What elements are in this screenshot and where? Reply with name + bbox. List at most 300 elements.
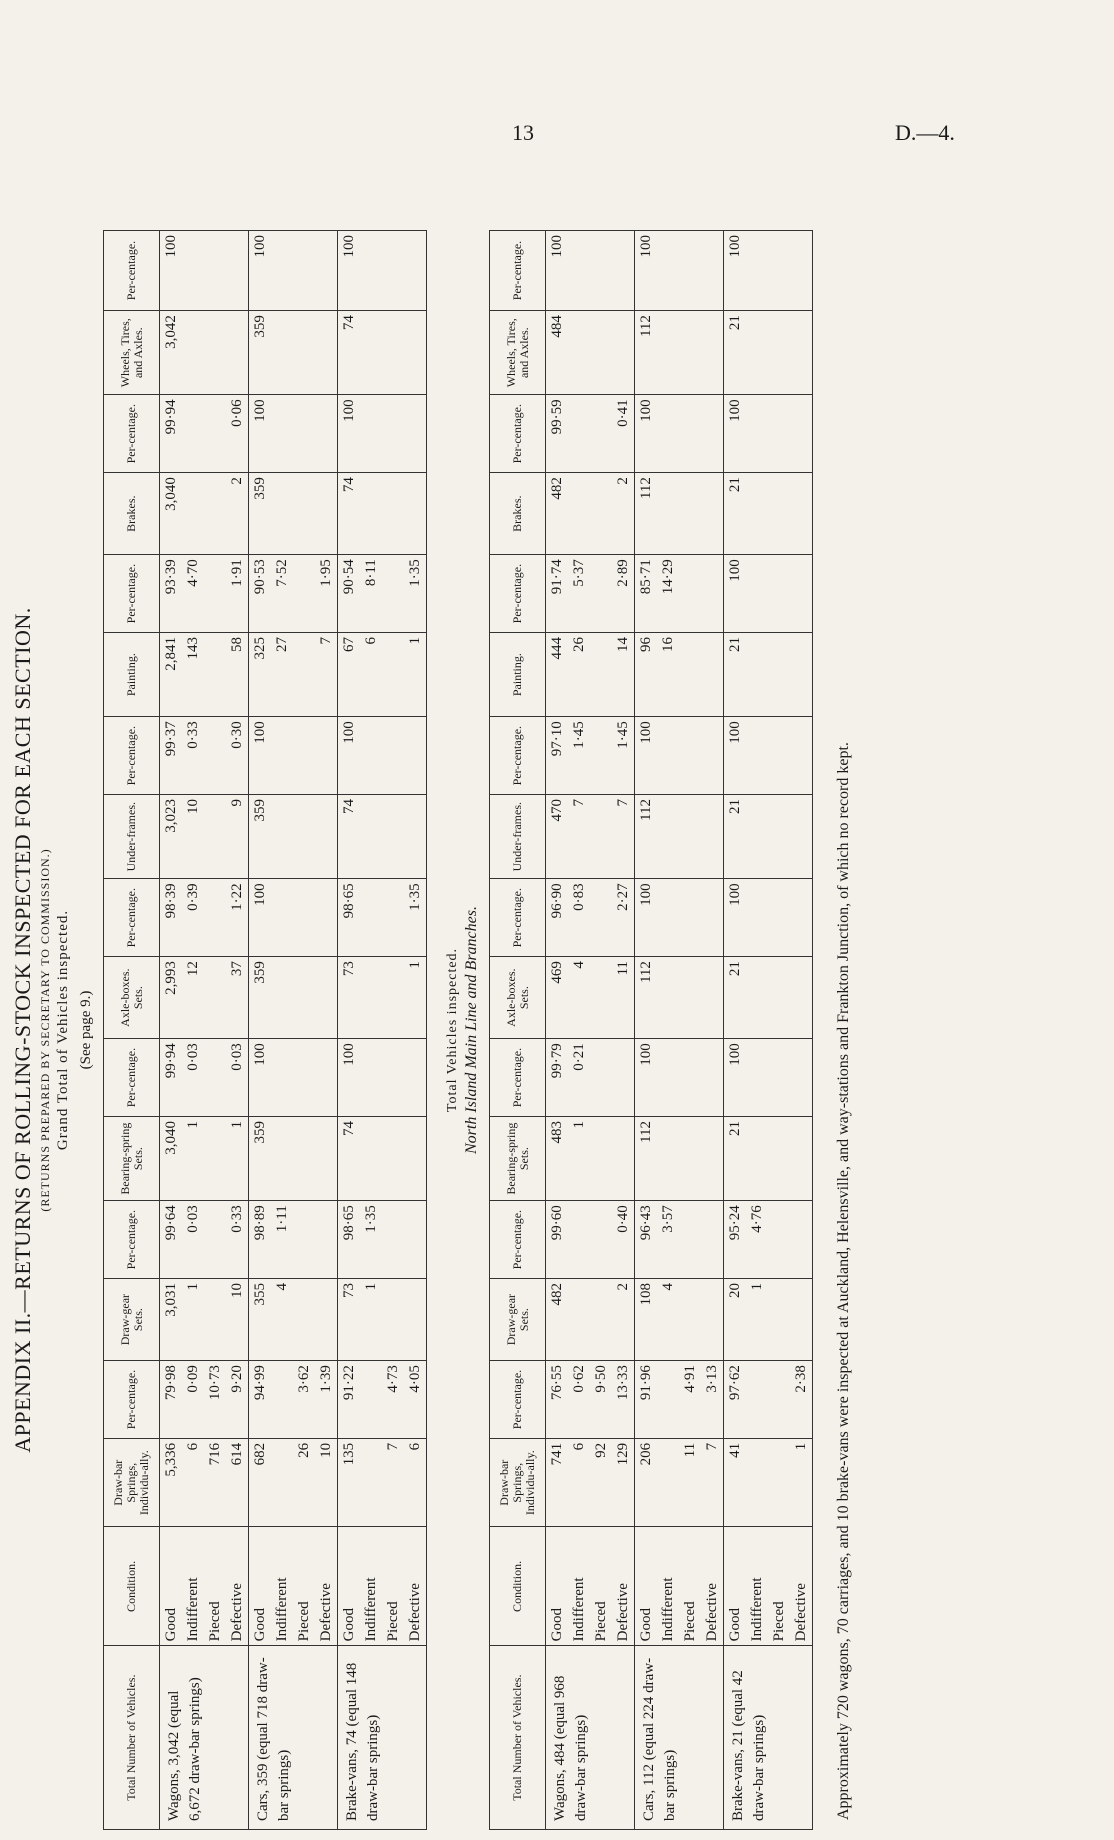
headings <box>10 220 95 1840</box>
value-cell <box>315 879 338 957</box>
column-header: Per-centage. <box>104 555 160 633</box>
value-cell <box>204 957 226 1039</box>
value-cell <box>182 311 204 395</box>
value-cell: 1 <box>360 1279 382 1361</box>
value-cell <box>701 473 724 555</box>
value-cell: 359 <box>249 795 272 879</box>
value-cell <box>679 1039 701 1117</box>
value-cell: 96 <box>635 633 658 717</box>
value-cell: 0·62 <box>568 1361 590 1439</box>
value-cell: 2 <box>226 473 249 555</box>
column-header: Per-centage. <box>104 231 160 311</box>
value-cell: 26 <box>293 1438 315 1527</box>
value-cell <box>790 555 813 633</box>
value-cell <box>568 1201 590 1279</box>
column-header: Per-centage. <box>490 231 546 311</box>
value-cell <box>204 395 226 473</box>
value-cell <box>360 1039 382 1117</box>
value-cell <box>746 473 768 555</box>
value-cell: 1·45 <box>568 717 590 795</box>
value-cell <box>293 395 315 473</box>
table-row <box>790 231 813 1830</box>
value-cell <box>701 1039 724 1117</box>
column-header: Per-centage. <box>104 717 160 795</box>
value-cell <box>293 311 315 395</box>
value-cell: 100 <box>724 555 747 633</box>
column-header: Per-centage. <box>490 717 546 795</box>
value-cell: 100 <box>546 231 569 311</box>
value-cell <box>204 1039 226 1117</box>
value-cell: 100 <box>635 1039 658 1117</box>
column-header: Painting. <box>490 633 546 717</box>
vehicle-group-label: Wagons, 3,042 (equal 6,672 draw-bar springs) <box>160 1646 249 1830</box>
value-cell: 90·54 <box>338 555 361 633</box>
table-body <box>160 231 427 1830</box>
value-cell: 13·33 <box>612 1361 635 1439</box>
value-cell: 99·64 <box>160 1201 183 1279</box>
value-cell: 74 <box>338 473 361 555</box>
value-cell <box>701 231 724 311</box>
value-cell <box>746 231 768 311</box>
value-cell <box>315 1279 338 1361</box>
page-number: 13 <box>512 120 534 145</box>
value-cell <box>746 957 768 1039</box>
value-cell <box>746 395 768 473</box>
table-row <box>590 231 612 1830</box>
value-cell: 4·91 <box>679 1361 701 1439</box>
value-cell: 0·03 <box>182 1201 204 1279</box>
value-cell <box>404 311 427 395</box>
value-cell <box>293 957 315 1039</box>
value-cell: 7 <box>315 633 338 717</box>
value-cell: 98·89 <box>249 1201 272 1279</box>
value-cell: 20 <box>724 1279 747 1361</box>
value-cell: 91·22 <box>338 1361 361 1439</box>
condition-cell: Indifferent <box>746 1527 768 1646</box>
column-header: Per-centage. <box>490 879 546 957</box>
value-cell: 94·99 <box>249 1361 272 1439</box>
value-cell: 5·37 <box>568 555 590 633</box>
value-cell <box>768 1116 790 1200</box>
condition-cell: Pieced <box>768 1527 790 1646</box>
value-cell: 100 <box>249 879 272 957</box>
value-cell: 5,336 <box>160 1438 183 1527</box>
value-cell: 11 <box>612 957 635 1039</box>
table-body <box>546 231 813 1830</box>
value-cell <box>315 717 338 795</box>
value-cell: 96·90 <box>546 879 569 957</box>
table-row <box>768 231 790 1830</box>
value-cell: 0·09 <box>182 1361 204 1439</box>
value-cell <box>679 795 701 879</box>
value-cell: 76·55 <box>546 1361 569 1439</box>
condition-cell: Indifferent <box>271 1527 293 1646</box>
value-cell <box>404 1116 427 1200</box>
value-cell: 1 <box>790 1438 813 1527</box>
value-cell <box>679 717 701 795</box>
value-cell: 112 <box>635 473 658 555</box>
value-cell <box>315 1039 338 1117</box>
value-cell <box>679 879 701 957</box>
value-cell <box>701 795 724 879</box>
value-cell: 14·29 <box>657 555 679 633</box>
value-cell <box>204 879 226 957</box>
value-cell <box>701 633 724 717</box>
value-cell <box>590 795 612 879</box>
value-cell <box>701 395 724 473</box>
section-heading: Total Vehicles inspected. <box>445 947 460 1113</box>
value-cell: 7 <box>568 795 590 879</box>
value-cell: 95·24 <box>724 1201 747 1279</box>
value-cell: 0·41 <box>612 395 635 473</box>
value-cell <box>382 879 404 957</box>
value-cell: 482 <box>546 1279 569 1361</box>
value-cell <box>768 1361 790 1439</box>
column-header: Wheels, Tires, and Axles. <box>490 311 546 395</box>
value-cell: 21 <box>724 311 747 395</box>
value-cell <box>315 231 338 311</box>
value-cell <box>790 473 813 555</box>
value-cell: 0·03 <box>226 1039 249 1117</box>
value-cell <box>382 1279 404 1361</box>
condition-cell: Defective <box>612 1527 635 1646</box>
condition-cell: Defective <box>404 1527 427 1646</box>
column-header: Total Number of Vehicles. <box>104 1646 160 1830</box>
value-cell: 4·73 <box>382 1361 404 1439</box>
value-cell <box>768 1279 790 1361</box>
value-cell <box>657 879 679 957</box>
value-cell <box>568 231 590 311</box>
value-cell <box>790 879 813 957</box>
value-cell <box>204 1279 226 1361</box>
condition-cell: Indifferent <box>360 1527 382 1646</box>
value-cell <box>360 1361 382 1439</box>
value-cell <box>404 473 427 555</box>
value-cell: 359 <box>249 473 272 555</box>
column-header: Bearing-spring Sets. <box>104 1116 160 1200</box>
value-cell: 4·70 <box>182 555 204 633</box>
value-cell: 3·13 <box>701 1361 724 1439</box>
value-cell: 10 <box>315 1438 338 1527</box>
value-cell: 3·62 <box>293 1361 315 1439</box>
value-cell: 91·74 <box>546 555 569 633</box>
value-cell: 100 <box>249 1039 272 1117</box>
condition-cell: Defective <box>226 1527 249 1646</box>
table-row <box>160 231 183 1830</box>
vehicle-group-label: Cars, 359 (equal 718 draw-bar springs) <box>249 1646 338 1830</box>
value-cell: 4 <box>657 1279 679 1361</box>
value-cell <box>746 1361 768 1439</box>
value-cell <box>657 311 679 395</box>
value-cell <box>182 395 204 473</box>
value-cell <box>360 231 382 311</box>
value-cell <box>293 473 315 555</box>
condition-cell: Good <box>724 1527 747 1646</box>
value-cell: 99·94 <box>160 1039 183 1117</box>
value-cell <box>679 473 701 555</box>
value-cell: 90·53 <box>249 555 272 633</box>
value-cell: 8·11 <box>360 555 382 633</box>
value-cell <box>768 311 790 395</box>
value-cell: 1·35 <box>404 555 427 633</box>
condition-cell: Pieced <box>679 1527 701 1646</box>
value-cell <box>315 957 338 1039</box>
value-cell <box>271 1438 293 1527</box>
value-cell <box>271 717 293 795</box>
value-cell <box>768 795 790 879</box>
column-header: Condition. <box>104 1527 160 1646</box>
value-cell <box>226 311 249 395</box>
value-cell: 79·98 <box>160 1361 183 1439</box>
value-cell <box>657 473 679 555</box>
value-cell <box>568 395 590 473</box>
vehicle-group-label: Cars, 112 (equal 224 draw-bar springs) <box>635 1646 724 1830</box>
table-row <box>724 231 747 1830</box>
value-cell <box>701 957 724 1039</box>
rotated-content <box>10 220 1090 1840</box>
value-cell: 93·39 <box>160 555 183 633</box>
table-row <box>338 231 361 1830</box>
table-row <box>404 231 427 1830</box>
value-cell: 0·39 <box>182 879 204 957</box>
value-cell <box>404 1201 427 1279</box>
value-cell: 325 <box>249 633 272 717</box>
value-cell: 100 <box>724 717 747 795</box>
column-header: Per-centage. <box>490 1039 546 1117</box>
value-cell: 67 <box>338 633 361 717</box>
value-cell <box>657 795 679 879</box>
value-cell <box>315 1201 338 1279</box>
value-cell: 2,841 <box>160 633 183 717</box>
value-cell: 129 <box>612 1438 635 1527</box>
value-cell <box>790 1279 813 1361</box>
value-cell <box>590 1116 612 1200</box>
value-cell <box>612 1116 635 1200</box>
column-header: Per-centage. <box>490 1361 546 1439</box>
condition-cell: Good <box>546 1527 569 1646</box>
value-cell <box>182 473 204 555</box>
value-cell: 3,031 <box>160 1279 183 1361</box>
column-header: Per-centage. <box>104 1039 160 1117</box>
value-cell <box>612 311 635 395</box>
value-cell: 3,040 <box>160 473 183 555</box>
value-cell <box>182 231 204 311</box>
value-cell <box>382 395 404 473</box>
value-cell: 37 <box>226 957 249 1039</box>
value-cell <box>679 555 701 633</box>
value-cell: 7 <box>701 1438 724 1527</box>
value-cell: 99·60 <box>546 1201 569 1279</box>
vehicle-group-label: Brake-vans, 21 (equal 42 draw-bar springs) <box>724 1646 813 1830</box>
value-cell: 1 <box>182 1116 204 1200</box>
value-cell: 1 <box>746 1279 768 1361</box>
value-cell <box>315 1116 338 1200</box>
value-cell: 682 <box>249 1438 272 1527</box>
value-cell: 355 <box>249 1279 272 1361</box>
value-cell: 100 <box>635 879 658 957</box>
value-cell <box>590 633 612 717</box>
value-cell <box>590 311 612 395</box>
value-cell <box>293 795 315 879</box>
value-cell: 21 <box>724 957 747 1039</box>
condition-cell: Pieced <box>293 1527 315 1646</box>
column-header: Brakes. <box>490 473 546 555</box>
value-cell: 73 <box>338 957 361 1039</box>
condition-cell: Pieced <box>382 1527 404 1646</box>
value-cell: 2 <box>612 1279 635 1361</box>
column-header: Per-centage. <box>490 395 546 473</box>
value-cell: 483 <box>546 1116 569 1200</box>
header-row <box>104 231 160 1830</box>
value-cell <box>590 231 612 311</box>
value-cell <box>590 1039 612 1117</box>
see-page-note: (See page 9.) <box>78 990 94 1070</box>
value-cell <box>701 1201 724 1279</box>
value-cell: 98·39 <box>160 879 183 957</box>
column-header: Per-centage. <box>104 879 160 957</box>
value-cell <box>746 1039 768 1117</box>
value-cell <box>657 957 679 1039</box>
value-cell <box>293 231 315 311</box>
value-cell <box>768 1201 790 1279</box>
value-cell: 100 <box>724 231 747 311</box>
condition-cell: Defective <box>790 1527 813 1646</box>
value-cell: 2·89 <box>612 555 635 633</box>
value-cell <box>315 473 338 555</box>
value-cell: 92 <box>590 1438 612 1527</box>
value-cell <box>657 1039 679 1117</box>
value-cell <box>271 1116 293 1200</box>
value-cell <box>293 717 315 795</box>
column-header: Brakes. <box>104 473 160 555</box>
value-cell: 12 <box>182 957 204 1039</box>
condition-cell: Good <box>338 1527 361 1646</box>
value-cell <box>746 795 768 879</box>
table-row <box>746 231 768 1830</box>
header-row <box>490 231 546 1830</box>
value-cell <box>746 311 768 395</box>
table-row <box>182 231 204 1830</box>
value-cell: 3,023 <box>160 795 183 879</box>
value-cell <box>790 633 813 717</box>
column-header: Draw-bar Springs, Individu-ally. <box>104 1438 160 1527</box>
value-cell <box>768 231 790 311</box>
table-row <box>679 231 701 1830</box>
value-cell <box>293 879 315 957</box>
table-row <box>249 231 272 1830</box>
table-row <box>226 231 249 1830</box>
value-cell: 1 <box>182 1279 204 1361</box>
condition-cell: Pieced <box>590 1527 612 1646</box>
value-cell: 1 <box>404 633 427 717</box>
value-cell <box>271 795 293 879</box>
table-header <box>490 231 546 1830</box>
value-cell: 100 <box>249 231 272 311</box>
value-cell <box>271 879 293 957</box>
value-cell <box>790 395 813 473</box>
condition-cell: Pieced <box>204 1527 226 1646</box>
value-cell <box>790 717 813 795</box>
value-cell: 100 <box>249 717 272 795</box>
value-cell: 135 <box>338 1438 361 1527</box>
value-cell <box>360 879 382 957</box>
value-cell: 143 <box>182 633 204 717</box>
value-cell <box>271 231 293 311</box>
value-cell: 85·71 <box>635 555 658 633</box>
value-cell <box>746 1438 768 1527</box>
value-cell: 41 <box>724 1438 747 1527</box>
value-cell <box>790 1116 813 1200</box>
value-cell <box>768 395 790 473</box>
value-cell: 2,993 <box>160 957 183 1039</box>
value-cell: 10 <box>182 795 204 879</box>
condition-cell: Good <box>635 1527 658 1646</box>
value-cell <box>271 473 293 555</box>
value-cell: 98·65 <box>338 1201 361 1279</box>
value-cell <box>360 717 382 795</box>
value-cell: 484 <box>546 311 569 395</box>
value-cell: 2·38 <box>790 1361 813 1439</box>
section-subheading: North Island Main Line and Branches. <box>463 906 480 1154</box>
value-cell <box>315 311 338 395</box>
value-cell <box>790 795 813 879</box>
value-cell <box>746 633 768 717</box>
value-cell <box>271 1039 293 1117</box>
value-cell <box>568 311 590 395</box>
value-cell <box>590 555 612 633</box>
value-cell <box>768 473 790 555</box>
value-cell <box>404 795 427 879</box>
value-cell <box>679 311 701 395</box>
value-cell: 74 <box>338 311 361 395</box>
value-cell: 6 <box>568 1438 590 1527</box>
appendix-title: APPENDIX II.—RETURNS OF ROLLING-STOCK INSPECTED FOR EACH SECTION. <box>10 607 35 1453</box>
value-cell <box>382 555 404 633</box>
column-header: Draw-gear Sets. <box>490 1279 546 1361</box>
column-header: Axle-boxes. Sets. <box>104 957 160 1039</box>
value-cell <box>360 395 382 473</box>
value-cell <box>790 1201 813 1279</box>
value-cell: 359 <box>249 311 272 395</box>
document-reference: D.—4. <box>895 120 955 145</box>
value-cell: 4·05 <box>404 1361 427 1439</box>
value-cell: 112 <box>635 311 658 395</box>
value-cell: 21 <box>724 795 747 879</box>
value-cell: 21 <box>724 1116 747 1200</box>
value-cell: 2·27 <box>612 879 635 957</box>
value-cell <box>590 395 612 473</box>
value-cell: 716 <box>204 1438 226 1527</box>
value-cell: 100 <box>724 1039 747 1117</box>
vehicle-group-label: Wagons, 484 (equal 968 draw-bar springs) <box>546 1646 635 1830</box>
value-cell: 470 <box>546 795 569 879</box>
condition-cell: Good <box>249 1527 272 1646</box>
value-cell: 1·35 <box>404 879 427 957</box>
value-cell: 6 <box>404 1438 427 1527</box>
condition-cell: Indifferent <box>182 1527 204 1646</box>
value-cell: 7 <box>612 795 635 879</box>
value-cell: 108 <box>635 1279 658 1361</box>
value-cell <box>293 1116 315 1200</box>
value-cell <box>701 1116 724 1200</box>
value-cell: 1·39 <box>315 1361 338 1439</box>
value-cell <box>746 717 768 795</box>
value-cell: 741 <box>546 1438 569 1527</box>
table-header <box>104 231 160 1830</box>
condition-cell: Good <box>160 1527 183 1646</box>
value-cell <box>360 311 382 395</box>
value-cell <box>271 957 293 1039</box>
